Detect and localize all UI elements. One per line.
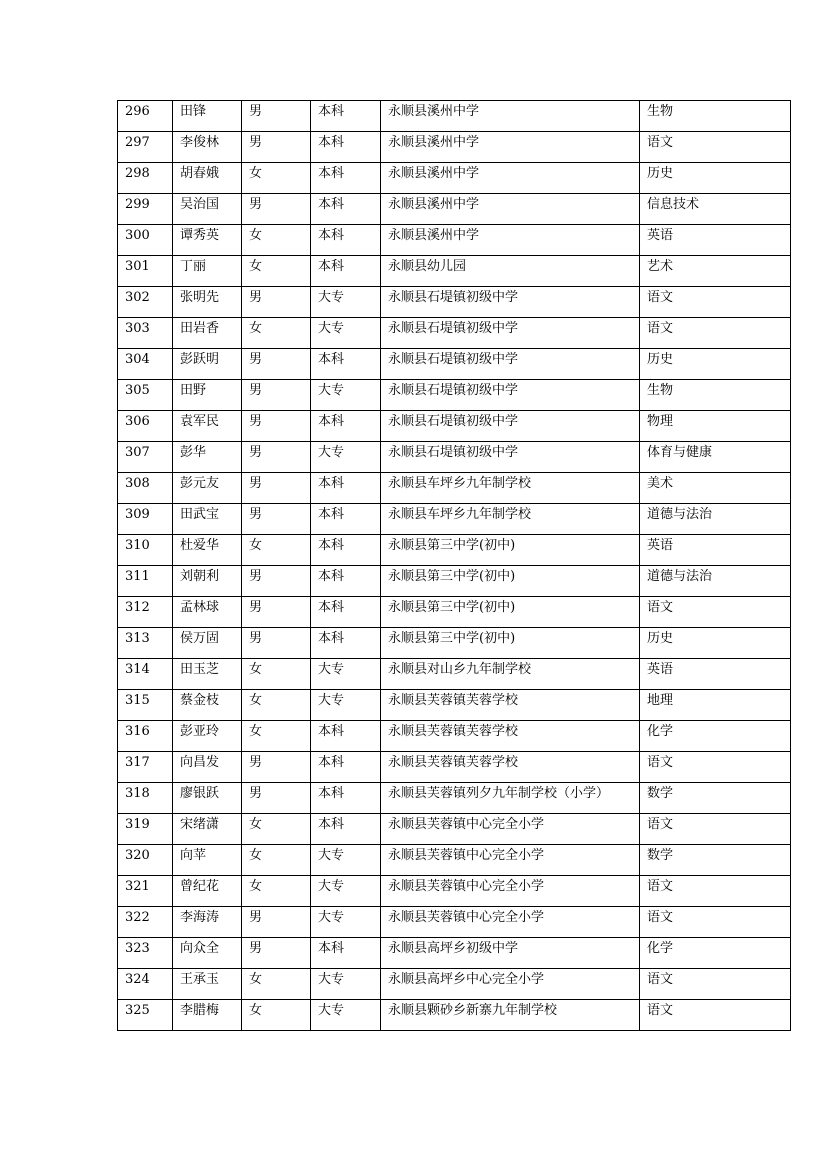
- name-cell: 宋绪潇: [173, 814, 242, 845]
- school-cell: 永顺县石堤镇初级中学: [381, 318, 640, 349]
- school-cell: 永顺县溪州中学: [381, 132, 640, 163]
- serial-cell: 308: [118, 473, 173, 504]
- table-row: [118, 907, 791, 938]
- subject-cell: 语文: [640, 814, 791, 845]
- table-row: [118, 690, 791, 721]
- name-cell: 曾纪花: [173, 876, 242, 907]
- school-cell: 永顺县石堤镇初级中学: [381, 287, 640, 318]
- serial-cell: 321: [118, 876, 173, 907]
- school-cell: 永顺县芙蓉镇列夕九年制学校（小学）: [381, 783, 640, 814]
- subject-cell: 英语: [640, 659, 791, 690]
- gender-cell: 男: [242, 597, 311, 628]
- serial-cell: 306: [118, 411, 173, 442]
- serial-cell: 320: [118, 845, 173, 876]
- gender-cell: 男: [242, 473, 311, 504]
- school-cell: 永顺县石堤镇初级中学: [381, 349, 640, 380]
- school-cell: 永顺县芙蓉镇中心完全小学: [381, 814, 640, 845]
- table-row: [118, 442, 791, 473]
- name-cell: 李俊林: [173, 132, 242, 163]
- subject-cell: 语文: [640, 132, 791, 163]
- school-cell: 永顺县芙蓉镇芙蓉学校: [381, 752, 640, 783]
- name-cell: 廖银跃: [173, 783, 242, 814]
- school-cell: 永顺县对山乡九年制学校: [381, 659, 640, 690]
- education-cell: 本科: [311, 194, 381, 225]
- gender-cell: 女: [242, 659, 311, 690]
- subject-cell: 语文: [640, 752, 791, 783]
- gender-cell: 男: [242, 783, 311, 814]
- subject-cell: 生物: [640, 101, 791, 132]
- school-cell: 永顺县石堤镇初级中学: [381, 411, 640, 442]
- gender-cell: 女: [242, 1000, 311, 1031]
- serial-cell: 299: [118, 194, 173, 225]
- subject-cell: 生物: [640, 380, 791, 411]
- table-row: [118, 132, 791, 163]
- table-row: [118, 101, 791, 132]
- serial-cell: 305: [118, 380, 173, 411]
- name-cell: 吴治国: [173, 194, 242, 225]
- education-cell: 本科: [311, 163, 381, 194]
- serial-cell: 307: [118, 442, 173, 473]
- name-cell: 向昌发: [173, 752, 242, 783]
- subject-cell: 历史: [640, 628, 791, 659]
- table-row: [118, 256, 791, 287]
- subject-cell: 化学: [640, 938, 791, 969]
- table-row: [118, 721, 791, 752]
- name-cell: 袁军民: [173, 411, 242, 442]
- subject-cell: 语文: [640, 1000, 791, 1031]
- serial-cell: 309: [118, 504, 173, 535]
- serial-cell: 303: [118, 318, 173, 349]
- education-cell: 本科: [311, 566, 381, 597]
- serial-cell: 297: [118, 132, 173, 163]
- serial-cell: 319: [118, 814, 173, 845]
- subject-cell: 化学: [640, 721, 791, 752]
- table-row: [118, 287, 791, 318]
- serial-cell: 318: [118, 783, 173, 814]
- school-cell: 永顺县芙蓉镇芙蓉学校: [381, 690, 640, 721]
- subject-cell: 历史: [640, 163, 791, 194]
- name-cell: 田野: [173, 380, 242, 411]
- table-row: [118, 380, 791, 411]
- name-cell: 王承玉: [173, 969, 242, 1000]
- education-cell: 大专: [311, 907, 381, 938]
- subject-cell: 数学: [640, 845, 791, 876]
- gender-cell: 男: [242, 132, 311, 163]
- education-cell: 大专: [311, 380, 381, 411]
- name-cell: 蔡金枝: [173, 690, 242, 721]
- table-row: [118, 597, 791, 628]
- gender-cell: 男: [242, 194, 311, 225]
- table-row: [118, 163, 791, 194]
- education-cell: 本科: [311, 783, 381, 814]
- serial-cell: 314: [118, 659, 173, 690]
- serial-cell: 325: [118, 1000, 173, 1031]
- gender-cell: 女: [242, 814, 311, 845]
- education-cell: 本科: [311, 256, 381, 287]
- table-row: [118, 659, 791, 690]
- education-cell: 本科: [311, 597, 381, 628]
- name-cell: 李海涛: [173, 907, 242, 938]
- school-cell: 永顺县车坪乡九年制学校: [381, 504, 640, 535]
- serial-cell: 312: [118, 597, 173, 628]
- education-cell: 本科: [311, 814, 381, 845]
- table-row: [118, 535, 791, 566]
- school-cell: 永顺县石堤镇初级中学: [381, 380, 640, 411]
- subject-cell: 地理: [640, 690, 791, 721]
- gender-cell: 女: [242, 535, 311, 566]
- gender-cell: 男: [242, 907, 311, 938]
- education-cell: 本科: [311, 535, 381, 566]
- gender-cell: 男: [242, 287, 311, 318]
- education-cell: 本科: [311, 132, 381, 163]
- gender-cell: 女: [242, 876, 311, 907]
- education-cell: 本科: [311, 721, 381, 752]
- serial-cell: 315: [118, 690, 173, 721]
- serial-cell: 310: [118, 535, 173, 566]
- subject-cell: 语文: [640, 597, 791, 628]
- gender-cell: 女: [242, 256, 311, 287]
- education-cell: 大专: [311, 287, 381, 318]
- serial-cell: 296: [118, 101, 173, 132]
- education-cell: 大专: [311, 1000, 381, 1031]
- serial-cell: 298: [118, 163, 173, 194]
- school-cell: 永顺县溪州中学: [381, 225, 640, 256]
- serial-cell: 300: [118, 225, 173, 256]
- gender-cell: 男: [242, 411, 311, 442]
- gender-cell: 男: [242, 628, 311, 659]
- subject-cell: 艺术: [640, 256, 791, 287]
- subject-cell: 语文: [640, 907, 791, 938]
- school-cell: 永顺县芙蓉镇中心完全小学: [381, 845, 640, 876]
- serial-cell: 323: [118, 938, 173, 969]
- table-row: [118, 349, 791, 380]
- table-row: [118, 876, 791, 907]
- education-cell: 本科: [311, 628, 381, 659]
- serial-cell: 313: [118, 628, 173, 659]
- education-cell: 本科: [311, 411, 381, 442]
- education-cell: 大专: [311, 969, 381, 1000]
- gender-cell: 男: [242, 349, 311, 380]
- table-row: [118, 473, 791, 504]
- school-cell: 永顺县第三中学(初中): [381, 535, 640, 566]
- name-cell: 侯万固: [173, 628, 242, 659]
- name-cell: 向苹: [173, 845, 242, 876]
- table-row: [118, 194, 791, 225]
- subject-cell: 语文: [640, 318, 791, 349]
- gender-cell: 男: [242, 380, 311, 411]
- education-cell: 大专: [311, 845, 381, 876]
- education-cell: 本科: [311, 752, 381, 783]
- school-cell: 永顺县芙蓉镇中心完全小学: [381, 907, 640, 938]
- table-row: [118, 783, 791, 814]
- serial-cell: 302: [118, 287, 173, 318]
- subject-cell: 语文: [640, 876, 791, 907]
- education-cell: 本科: [311, 349, 381, 380]
- name-cell: 田武宝: [173, 504, 242, 535]
- teacher-roster-table: [117, 100, 791, 1031]
- table-row: [118, 938, 791, 969]
- school-cell: 永顺县幼儿园: [381, 256, 640, 287]
- table-row: [118, 628, 791, 659]
- school-cell: 永顺县车坪乡九年制学校: [381, 473, 640, 504]
- education-cell: 本科: [311, 473, 381, 504]
- name-cell: 张明先: [173, 287, 242, 318]
- name-cell: 杜爱华: [173, 535, 242, 566]
- subject-cell: 美术: [640, 473, 791, 504]
- serial-cell: 322: [118, 907, 173, 938]
- gender-cell: 女: [242, 690, 311, 721]
- name-cell: 李腊梅: [173, 1000, 242, 1031]
- school-cell: 永顺县溪州中学: [381, 101, 640, 132]
- serial-cell: 301: [118, 256, 173, 287]
- education-cell: 本科: [311, 225, 381, 256]
- name-cell: 田锋: [173, 101, 242, 132]
- name-cell: 田岩香: [173, 318, 242, 349]
- gender-cell: 女: [242, 163, 311, 194]
- table-row: [118, 1000, 791, 1031]
- gender-cell: 男: [242, 442, 311, 473]
- name-cell: 田玉芝: [173, 659, 242, 690]
- subject-cell: 历史: [640, 349, 791, 380]
- table-row: [118, 566, 791, 597]
- school-cell: 永顺县第三中学(初中): [381, 628, 640, 659]
- education-cell: 大专: [311, 659, 381, 690]
- school-cell: 永顺县芙蓉镇芙蓉学校: [381, 721, 640, 752]
- gender-cell: 女: [242, 721, 311, 752]
- gender-cell: 男: [242, 752, 311, 783]
- table-row: [118, 969, 791, 1000]
- subject-cell: 数学: [640, 783, 791, 814]
- gender-cell: 女: [242, 845, 311, 876]
- subject-cell: 道德与法治: [640, 504, 791, 535]
- serial-cell: 311: [118, 566, 173, 597]
- subject-cell: 体育与健康: [640, 442, 791, 473]
- table-row: [118, 225, 791, 256]
- school-cell: 永顺县高坪乡初级中学: [381, 938, 640, 969]
- table-row: [118, 411, 791, 442]
- subject-cell: 英语: [640, 225, 791, 256]
- gender-cell: 女: [242, 318, 311, 349]
- school-cell: 永顺县溪州中学: [381, 194, 640, 225]
- education-cell: 本科: [311, 938, 381, 969]
- name-cell: 向众全: [173, 938, 242, 969]
- name-cell: 胡春娥: [173, 163, 242, 194]
- school-cell: 永顺县溪州中学: [381, 163, 640, 194]
- name-cell: 彭亚玲: [173, 721, 242, 752]
- education-cell: 本科: [311, 101, 381, 132]
- serial-cell: 317: [118, 752, 173, 783]
- name-cell: 刘朝利: [173, 566, 242, 597]
- subject-cell: 英语: [640, 535, 791, 566]
- education-cell: 大专: [311, 690, 381, 721]
- name-cell: 彭华: [173, 442, 242, 473]
- subject-cell: 语文: [640, 969, 791, 1000]
- name-cell: 孟林球: [173, 597, 242, 628]
- education-cell: 大专: [311, 442, 381, 473]
- school-cell: 永顺县颗砂乡新寨九年制学校: [381, 1000, 640, 1031]
- school-cell: 永顺县第三中学(初中): [381, 597, 640, 628]
- education-cell: 大专: [311, 876, 381, 907]
- name-cell: 彭跃明: [173, 349, 242, 380]
- table-row: [118, 845, 791, 876]
- name-cell: 彭元友: [173, 473, 242, 504]
- gender-cell: 男: [242, 938, 311, 969]
- gender-cell: 女: [242, 969, 311, 1000]
- table-row: [118, 752, 791, 783]
- subject-cell: 信息技术: [640, 194, 791, 225]
- gender-cell: 男: [242, 566, 311, 597]
- school-cell: 永顺县高坪乡中心完全小学: [381, 969, 640, 1000]
- table-row: [118, 504, 791, 535]
- gender-cell: 男: [242, 101, 311, 132]
- gender-cell: 男: [242, 504, 311, 535]
- table-row: [118, 814, 791, 845]
- education-cell: 大专: [311, 318, 381, 349]
- name-cell: 丁丽: [173, 256, 242, 287]
- gender-cell: 女: [242, 225, 311, 256]
- school-cell: 永顺县石堤镇初级中学: [381, 442, 640, 473]
- school-cell: 永顺县芙蓉镇中心完全小学: [381, 876, 640, 907]
- serial-cell: 324: [118, 969, 173, 1000]
- subject-cell: 道德与法治: [640, 566, 791, 597]
- school-cell: 永顺县第三中学(初中): [381, 566, 640, 597]
- subject-cell: 物理: [640, 411, 791, 442]
- serial-cell: 304: [118, 349, 173, 380]
- name-cell: 谭秀英: [173, 225, 242, 256]
- serial-cell: 316: [118, 721, 173, 752]
- subject-cell: 语文: [640, 287, 791, 318]
- education-cell: 本科: [311, 504, 381, 535]
- table-row: [118, 318, 791, 349]
- roster-table-body: [118, 101, 791, 1031]
